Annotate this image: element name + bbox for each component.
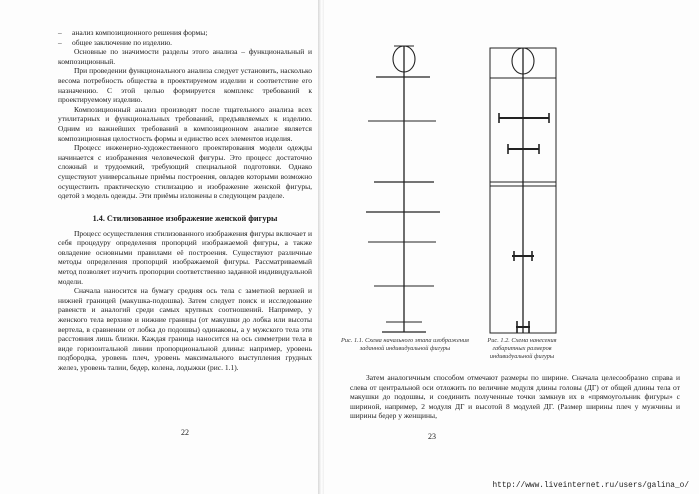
figure-1-1-scheme — [366, 46, 440, 332]
bullet-text: анализ композиционного решения формы; — [72, 28, 208, 37]
figure-caption-2: Рис. 1.2. Схема нанесения габаритных размеров индивидуальной фигуры — [487, 337, 557, 360]
left-page — [58, 28, 312, 373]
bullet-item: – общее заключение по изделию. — [58, 37, 173, 47]
paragraph: Процесс инженерно-художественного проектирования модели одежды начинается с изображения человеческой фигуры. Это процесс достаточно сложный и трудоемкий, требующий специальной подготовки. Однако существуют универсальные приёмы построения, овладев которыми возможно осуществить практическую стилизацию и изображение женской фигуры, одетой з модель одежды. Эти приёмы изложены в следующем разделе. — [58, 143, 312, 201]
paragraph: Композиционный анализ производят после тщательного анализа всех утилитарных и функциональных требований, предъявляемых к изделию. Одним из важнейших требований в композиционном анализе является композиционная целостность формы и единство всех элементов изделия. — [58, 104, 312, 143]
figure-caption-1: Рис. 1.1. Схема начального этапа изображения заданной индивидуальной фигуры — [341, 337, 469, 352]
bullet-text: общее заключение по изделию. — [72, 37, 173, 47]
page-number-left: 22 — [181, 428, 189, 437]
paragraph: При проведении функционального анализа следует установить, насколько весома потребность общества в проектируемом изделии и соответствие его назначению. С этой целью формируется комплекс требований к проектируемому изделию. — [58, 66, 312, 105]
figure-1-2-scheme — [490, 48, 556, 333]
right-page — [338, 28, 682, 488]
bullet-item: – анализ композиционного решения формы; — [58, 28, 208, 37]
section-heading: 1.4. Стилизованное изображение женской фигуры — [92, 213, 278, 223]
book-gutter — [318, 0, 324, 494]
paragraph: Процесс осуществления стилизованного изображения фигуры включает и себя процедуру определения пропорций изображаемой фигуры, а также овладение основными правилами её построения. Существуют различные методы определения пропорций изображаемой фигуры. Рассматриваемый метод позволяет изучить пропорции соответственно заданной индивидуальной модели. — [58, 228, 312, 286]
right-text-block — [350, 373, 680, 421]
paragraph: Затем аналогичным способом отмечают размеры по ширине. Сначала целесообразно справа и слева от центральной оси отложить по величине модуля длины головы (ДГ) от общей длины тела от макушки до подошвы, и соединить полученные точки замкнув их в «прямоугольник фигуры» с шириной, например, 2 модуля ДГ и высотой 8 модулей ДГ. (Размер ширины плеч у мужчины и ширины бедер у женщины, — [350, 373, 680, 421]
page-number-right: 23 — [428, 432, 436, 441]
footer-url: http://www.liveinternet.ru/users/galina_o/ — [492, 482, 689, 490]
paragraph: Основные по значимости разделы этого анализа – функциональный и композиционный. — [58, 47, 312, 66]
figure-schemes — [338, 28, 682, 368]
paragraph: Сначала наносится на бумагу средняя ось тела с заметной верхней и нижней границей (макушка-подошва). Затем следует поиск и исследование равенств и аналогий среди самых крупных соотношений. Например, у женского тела верхние и нижние границы (от макушки до лобка или высоты вертела, в сравнении от лобка до подошвы) одинаковы, а у мужского тела эти расстояния лишь близки. Каждая граница наносится на ось симметрии тела в виде горизонтальной линии пропорциональной длины: например, уровень подбородка, уровень плеч, уровень максимального выступления грудных желез, уровень талии, бедер, колена, лодыжки (рис. 1.1). — [58, 286, 312, 372]
